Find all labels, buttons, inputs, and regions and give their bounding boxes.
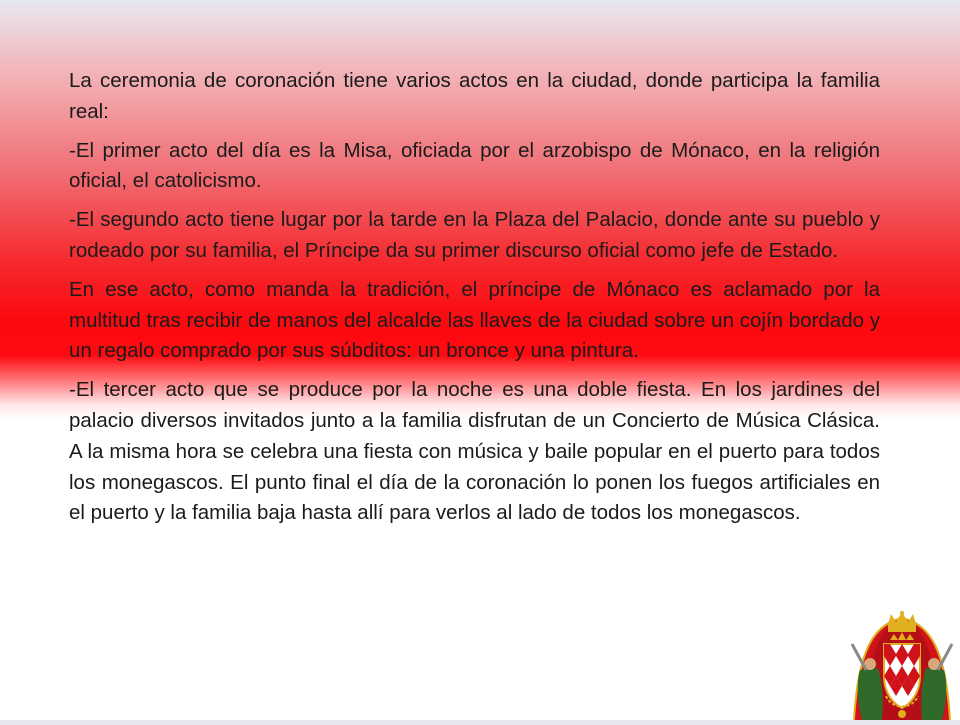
monaco-coat-of-arms-icon: [844, 610, 960, 720]
paragraph-intro: La ceremonia de coronación tiene varios actos en la ciudad, donde participa la familia real:: [69, 69, 880, 123]
paragraph-first-act: -El primer acto del día es la Misa, oficiada por el arzobispo de Mónaco, en la religión oficial, el catolicismo.: [69, 138, 880, 193]
slide-body-text: [69, 66, 880, 537]
paragraph-third-act: -El tercer acto que se produce por la noche es una doble fiesta. En los jardines del palacio diversos invitados junto a la familia disfrutan de un Concierto de Música Clásica. A la misma hora se celebra una fiesta con música y baile popular en el puerto para todos los monegascos. El punto final el día de la coronación lo ponen los fuegos artificiales en el puerto y la familia baja hasta allí para verlos al lado de todos los monegascos.: [69, 378, 880, 525]
paragraph-second-act: -El segundo acto tiene lugar por la tarde en la Plaza del Palacio, donde ante su pueblo y rodeado por su familia, el Príncipe da su primer discurso oficial como jefe de Estado.: [69, 208, 880, 262]
paragraph-tradition: En ese acto, como manda la tradición, el príncipe de Mónaco es aclamado por la multitud tras recibir de manos del alcalde las llaves de la ciudad sobre un cojín bordado y un regalo comprado por sus súbditos: un bronce y una pintura.: [69, 277, 880, 363]
